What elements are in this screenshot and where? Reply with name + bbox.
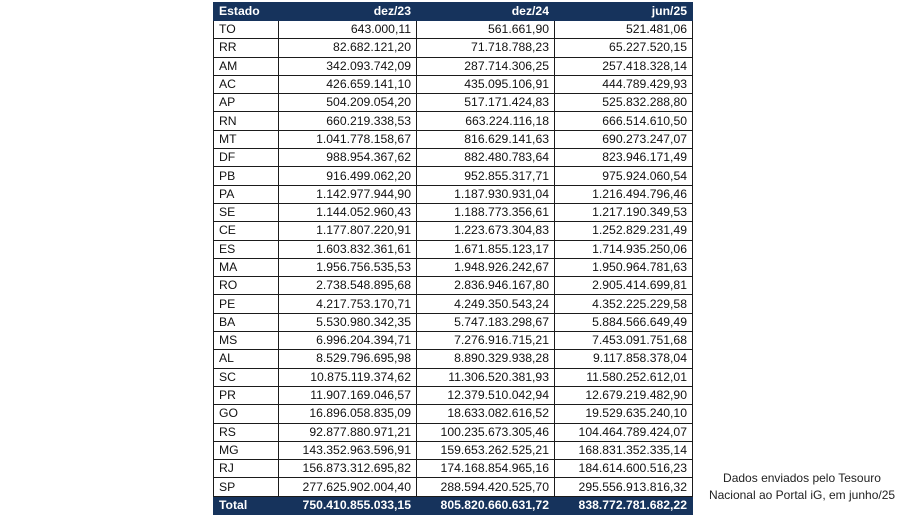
state-cell: PA [214,185,279,203]
value-cell-dez24: 4.249.350.543,24 [417,295,555,313]
value-cell-dez23: 504.209.054,20 [279,94,417,112]
value-cell-jun25: 7.453.091.751,68 [555,332,693,350]
value-cell-dez23: 82.682.121,20 [279,39,417,57]
table-body [214,21,693,497]
value-cell-dez24: 1.671.855.123,17 [417,240,555,258]
value-cell-dez24: 8.890.329.938,28 [417,350,555,368]
value-cell-dez23: 92.877.880.971,21 [279,423,417,441]
value-cell-dez24: 435.095.106,91 [417,75,555,93]
state-cell: RJ [214,460,279,478]
total-jun25: 838.772.781.682,22 [555,496,693,514]
table-row [214,39,693,57]
value-cell-dez23: 156.873.312.695,82 [279,460,417,478]
table-row [214,21,693,39]
table-row [214,405,693,423]
state-cell: TO [214,21,279,39]
value-cell-jun25: 975.924.060,54 [555,167,693,185]
value-cell-dez23: 10.875.119.374,62 [279,368,417,386]
value-cell-dez23: 342.093.742,09 [279,57,417,75]
value-cell-jun25: 11.580.252.612,01 [555,368,693,386]
total-dez24: 805.820.660.631,72 [417,496,555,514]
table-row [214,386,693,404]
table-row [214,478,693,496]
source-note-line-1: Dados enviados pelo Tesouro [723,471,881,485]
total-row [214,496,693,514]
table-row [214,203,693,221]
value-cell-dez24: 287.714.306,25 [417,57,555,75]
value-cell-dez24: 18.633.082.616,52 [417,405,555,423]
header-estado: Estado [214,3,279,21]
state-cell: SP [214,478,279,496]
state-cell: MT [214,130,279,148]
value-cell-jun25: 1.714.935.250,06 [555,240,693,258]
header-jun25: jun/25 [555,3,693,21]
value-cell-jun25: 823.946.171,49 [555,149,693,167]
state-cell: CE [214,222,279,240]
value-cell-dez24: 517.171.424,83 [417,94,555,112]
value-cell-dez24: 11.306.520.381,93 [417,368,555,386]
header-row [214,3,693,21]
value-cell-dez23: 5.530.980.342,35 [279,313,417,331]
value-cell-jun25: 1.217.190.349,53 [555,203,693,221]
table-row [214,240,693,258]
value-cell-jun25: 1.252.829.231,49 [555,222,693,240]
table-row [214,258,693,276]
value-cell-dez24: 663.224.116,18 [417,112,555,130]
value-cell-jun25: 666.514.610,50 [555,112,693,130]
table-row [214,149,693,167]
value-cell-dez24: 1.188.773.356,61 [417,203,555,221]
value-cell-dez23: 1.956.756.535,53 [279,258,417,276]
value-cell-dez24: 159.653.262.525,21 [417,441,555,459]
total-dez23: 750.410.855.033,15 [279,496,417,514]
value-cell-dez24: 174.168.854.965,16 [417,460,555,478]
value-cell-dez24: 1.948.926.242,67 [417,258,555,276]
value-cell-jun25: 168.831.352.335,14 [555,441,693,459]
table-row [214,441,693,459]
state-cell: BA [214,313,279,331]
table-row [214,295,693,313]
value-cell-dez24: 882.480.783,64 [417,149,555,167]
table-row [214,368,693,386]
value-cell-dez23: 1.144.052.960,43 [279,203,417,221]
value-cell-dez23: 8.529.796.695,98 [279,350,417,368]
state-cell: AM [214,57,279,75]
state-cell: AC [214,75,279,93]
state-cell: RR [214,39,279,57]
value-cell-jun25: 9.117.858.378,04 [555,350,693,368]
value-cell-dez23: 11.907.169.046,57 [279,386,417,404]
header-dez23: dez/23 [279,3,417,21]
state-cell: PE [214,295,279,313]
state-cell: DF [214,149,279,167]
table-row [214,57,693,75]
value-cell-dez24: 12.379.510.042,94 [417,386,555,404]
value-cell-jun25: 104.464.789.424,07 [555,423,693,441]
total-label: Total [214,496,279,514]
value-cell-dez23: 16.896.058.835,09 [279,405,417,423]
value-cell-dez23: 426.659.141,10 [279,75,417,93]
table-row [214,460,693,478]
value-cell-dez24: 7.276.916.715,21 [417,332,555,350]
value-cell-jun25: 19.529.635.240,10 [555,405,693,423]
state-cell: MS [214,332,279,350]
state-cell: AL [214,350,279,368]
value-cell-dez23: 143.352.963.596,91 [279,441,417,459]
state-cell: RN [214,112,279,130]
table-row [214,185,693,203]
table-row [214,222,693,240]
table-row [214,350,693,368]
value-cell-dez24: 1.187.930.931,04 [417,185,555,203]
state-cell: PR [214,386,279,404]
state-cell: ES [214,240,279,258]
table-row [214,112,693,130]
value-cell-dez23: 643.000,11 [279,21,417,39]
state-cell: SC [214,368,279,386]
state-cell: RO [214,277,279,295]
value-cell-jun25: 295.556.913.816,32 [555,478,693,496]
source-note [702,470,902,504]
table-row [214,277,693,295]
value-cell-dez23: 1.142.977.944,90 [279,185,417,203]
value-cell-jun25: 690.273.247,07 [555,130,693,148]
source-note-line-2: Nacional ao Portal iG, em junho/25 [708,488,896,502]
value-cell-dez24: 5.747.183.298,67 [417,313,555,331]
value-cell-dez23: 4.217.753.170,71 [279,295,417,313]
state-cell: MA [214,258,279,276]
state-cell: RS [214,423,279,441]
value-cell-dez23: 660.219.338,53 [279,112,417,130]
value-cell-dez24: 2.836.946.167,80 [417,277,555,295]
value-cell-jun25: 1.950.964.781,63 [555,258,693,276]
table-row [214,332,693,350]
table-row [214,75,693,93]
value-cell-jun25: 184.614.600.516,23 [555,460,693,478]
table-row [214,313,693,331]
value-cell-dez23: 6.996.204.394,71 [279,332,417,350]
state-cell: PB [214,167,279,185]
value-cell-dez24: 952.855.317,71 [417,167,555,185]
value-cell-dez23: 1.603.832.361,61 [279,240,417,258]
value-cell-dez24: 816.629.141,63 [417,130,555,148]
value-cell-dez23: 1.177.807.220,91 [279,222,417,240]
value-cell-jun25: 4.352.225.229,58 [555,295,693,313]
value-cell-jun25: 12.679.219.482,90 [555,386,693,404]
table-row [214,423,693,441]
value-cell-jun25: 1.216.494.796,46 [555,185,693,203]
value-cell-dez23: 988.954.367,62 [279,149,417,167]
value-cell-jun25: 525.832.288,80 [555,94,693,112]
value-cell-jun25: 444.789.429,93 [555,75,693,93]
value-cell-jun25: 521.481,06 [555,21,693,39]
value-cell-dez23: 277.625.902.004,40 [279,478,417,496]
value-cell-dez23: 1.041.778.158,67 [279,130,417,148]
value-cell-jun25: 2.905.414.699,81 [555,277,693,295]
table-row [214,167,693,185]
state-cell: MG [214,441,279,459]
value-cell-dez24: 1.223.673.304,83 [417,222,555,240]
state-cell: GO [214,405,279,423]
state-debt-table [213,2,693,515]
value-cell-dez24: 100.235.673.305,46 [417,423,555,441]
value-cell-dez23: 2.738.548.895,68 [279,277,417,295]
state-cell: AP [214,94,279,112]
value-cell-jun25: 257.418.328,14 [555,57,693,75]
value-cell-dez24: 561.661,90 [417,21,555,39]
state-cell: SE [214,203,279,221]
value-cell-dez24: 71.718.788,23 [417,39,555,57]
table-row [214,130,693,148]
header-dez24: dez/24 [417,3,555,21]
value-cell-jun25: 65.227.520,15 [555,39,693,57]
value-cell-dez23: 916.499.062,20 [279,167,417,185]
value-cell-dez24: 288.594.420.525,70 [417,478,555,496]
table-row [214,94,693,112]
value-cell-jun25: 5.884.566.649,49 [555,313,693,331]
